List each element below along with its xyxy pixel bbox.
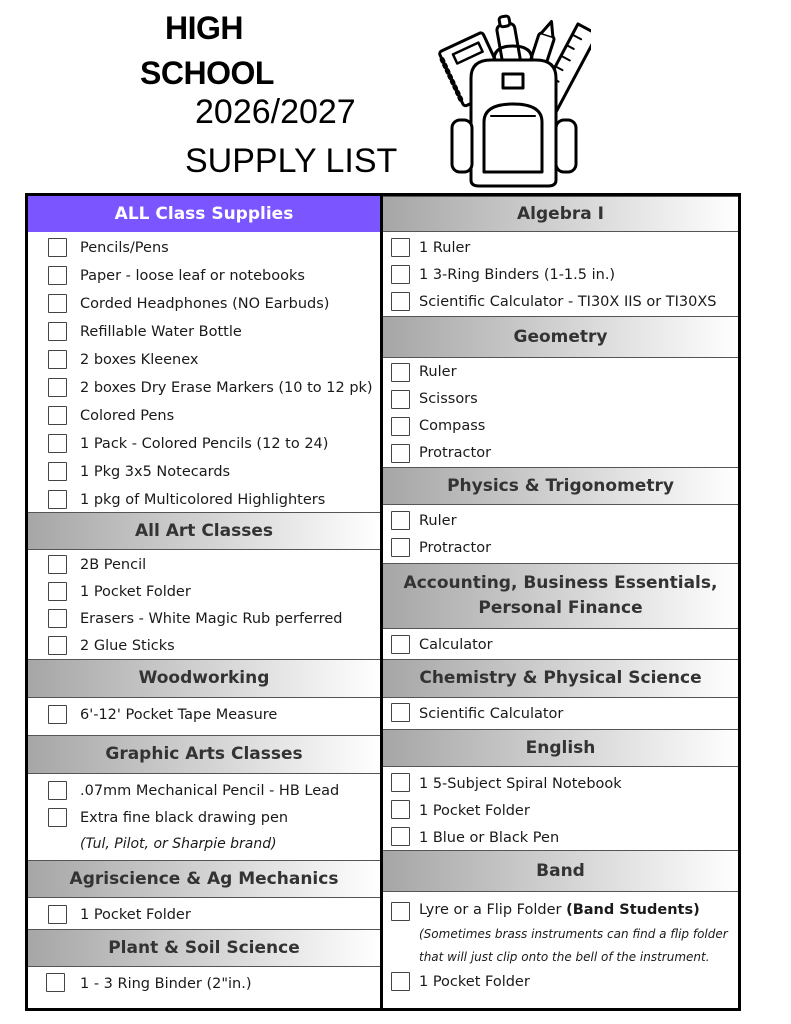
section-header: ALL Class Supplies bbox=[28, 196, 380, 232]
list-item bbox=[383, 288, 738, 315]
section-header: Agriscience & Ag Mechanics bbox=[28, 860, 380, 898]
section-header-line: Personal Finance bbox=[478, 598, 643, 618]
item-label: 1 Pocket Folder bbox=[419, 802, 530, 819]
item-label: 1 5-Subject Spiral Notebook bbox=[419, 775, 622, 792]
item-label: 2 boxes Dry Erase Markers (10 to 12 pk) bbox=[80, 379, 373, 396]
checkbox[interactable] bbox=[391, 417, 410, 436]
checkbox[interactable] bbox=[391, 292, 410, 311]
list-item bbox=[28, 970, 380, 997]
checkbox[interactable] bbox=[391, 390, 410, 409]
list-item bbox=[28, 777, 380, 804]
list-item bbox=[28, 290, 380, 317]
checkbox[interactable] bbox=[391, 800, 410, 819]
item-label: Refillable Water Bottle bbox=[80, 323, 242, 340]
supply-table bbox=[25, 193, 741, 1011]
checkbox[interactable] bbox=[391, 265, 410, 284]
list-item bbox=[383, 700, 738, 727]
section-header: Chemistry & Physical Science bbox=[383, 659, 738, 698]
checkbox[interactable] bbox=[391, 972, 410, 991]
list-item bbox=[28, 458, 380, 485]
checkbox[interactable] bbox=[48, 462, 67, 481]
checkbox[interactable] bbox=[48, 636, 67, 655]
section-header: Physics & Trigonometry bbox=[383, 467, 738, 505]
checkbox[interactable] bbox=[48, 350, 67, 369]
item-label: 1 - 3 Ring Binder (2"in.) bbox=[80, 975, 252, 992]
title-year: 2026/2027 bbox=[195, 93, 356, 131]
list-item bbox=[383, 824, 738, 851]
list-item bbox=[28, 262, 380, 289]
checkbox[interactable] bbox=[48, 905, 67, 924]
item-label: Protractor bbox=[419, 539, 492, 556]
checkbox[interactable] bbox=[48, 609, 67, 628]
list-item bbox=[383, 507, 738, 534]
item-label: 1 3-Ring Binders (1-1.5 in.) bbox=[419, 266, 616, 283]
item-label: 2 boxes Kleenex bbox=[80, 351, 199, 368]
item-label: 1 pkg of Multicolored Highlighters bbox=[80, 491, 326, 508]
item-label: Calculator bbox=[419, 636, 493, 653]
item-label: Compass bbox=[419, 417, 486, 434]
item-label: 1 Pkg 3x5 Notecards bbox=[80, 463, 231, 480]
list-item bbox=[28, 901, 380, 928]
item-label: 1 Ruler bbox=[419, 239, 471, 256]
list-item bbox=[383, 385, 738, 412]
item-label: 1 Blue or Black Pen bbox=[419, 829, 560, 846]
checkbox[interactable] bbox=[48, 322, 67, 341]
section-header-line: Accounting, Business Essentials, bbox=[403, 573, 718, 593]
list-item bbox=[28, 374, 380, 401]
item-label: Pencils/Pens bbox=[80, 239, 169, 256]
checkbox[interactable] bbox=[48, 705, 67, 724]
checkbox[interactable] bbox=[391, 444, 410, 463]
item-label: .07mm Mechanical Pencil - HB Lead bbox=[80, 782, 340, 799]
checkbox[interactable] bbox=[391, 703, 410, 722]
item-label: Colored Pens bbox=[80, 407, 175, 424]
list-item bbox=[383, 261, 738, 288]
list-item bbox=[383, 534, 738, 561]
checkbox[interactable] bbox=[48, 781, 67, 800]
checkbox[interactable] bbox=[391, 635, 410, 654]
item-note-line: that will just clip onto the bell of the instrument. bbox=[419, 950, 710, 964]
list-item bbox=[28, 318, 380, 345]
list-item bbox=[28, 346, 380, 373]
item-note-line: (Sometimes brass instruments can find a flip folder bbox=[419, 927, 728, 941]
section-header: Woodworking bbox=[28, 659, 380, 698]
section-header: Geometry bbox=[383, 316, 738, 358]
checkbox[interactable] bbox=[48, 555, 67, 574]
checkbox[interactable] bbox=[391, 902, 410, 921]
section-header: Plant & Soil Science bbox=[28, 929, 380, 967]
checkbox[interactable] bbox=[48, 238, 67, 257]
list-item bbox=[383, 439, 738, 466]
item-label: 2B Pencil bbox=[80, 556, 147, 573]
section-header bbox=[383, 563, 738, 629]
checkbox[interactable] bbox=[48, 294, 67, 313]
list-item bbox=[383, 234, 738, 261]
title-supply-list: SUPPLY LIST bbox=[185, 142, 398, 180]
item-label: Scissors bbox=[419, 390, 478, 407]
checkbox[interactable] bbox=[391, 238, 410, 257]
item-label bbox=[419, 902, 700, 918]
item-label: 1 Pocket Folder bbox=[419, 973, 530, 990]
checkbox[interactable] bbox=[46, 973, 65, 992]
checkbox[interactable] bbox=[391, 511, 410, 530]
list-item bbox=[28, 486, 380, 513]
item-label: Erasers - White Magic Rub perferred bbox=[80, 610, 343, 627]
section-header: Graphic Arts Classes bbox=[28, 735, 380, 774]
checkbox[interactable] bbox=[48, 378, 67, 397]
item-label: Scientific Calculator - TI30X IIS or TI30XS bbox=[419, 293, 717, 310]
list-item bbox=[28, 234, 380, 261]
checkbox[interactable] bbox=[48, 434, 67, 453]
list-item bbox=[28, 701, 380, 728]
item-label: Extra fine black drawing pen bbox=[80, 809, 289, 826]
item-label: 1 Pocket Folder bbox=[80, 583, 191, 600]
list-item bbox=[383, 631, 738, 658]
list-item bbox=[383, 797, 738, 824]
list-item bbox=[383, 412, 738, 439]
checkbox[interactable] bbox=[48, 406, 67, 425]
item-label: Ruler bbox=[419, 363, 457, 380]
list-item bbox=[28, 632, 380, 659]
item-label: Scientific Calculator bbox=[419, 705, 564, 722]
section-header: English bbox=[383, 729, 738, 767]
checkbox[interactable] bbox=[391, 538, 410, 557]
list-item bbox=[28, 578, 380, 605]
title-line-high: HIGH bbox=[165, 10, 243, 46]
list-item bbox=[28, 605, 380, 632]
title-line-school: SCHOOL bbox=[140, 55, 274, 91]
section-header: Band bbox=[383, 850, 738, 892]
item-label-emphasis: (Band Students) bbox=[566, 901, 700, 918]
checkbox[interactable] bbox=[391, 827, 410, 846]
checkbox[interactable] bbox=[48, 808, 67, 827]
item-label: Protractor bbox=[419, 444, 492, 461]
checkbox[interactable] bbox=[48, 490, 67, 509]
list-item bbox=[383, 896, 738, 923]
list-item bbox=[383, 358, 738, 385]
item-label: 1 Pack - Colored Pencils (12 to 24) bbox=[80, 435, 329, 452]
checkbox[interactable] bbox=[48, 582, 67, 601]
item-label: Ruler bbox=[419, 512, 457, 529]
list-item bbox=[28, 402, 380, 429]
checkbox[interactable] bbox=[391, 363, 410, 382]
checkbox[interactable] bbox=[391, 773, 410, 792]
item-label: 2 Glue Sticks bbox=[80, 637, 175, 654]
section-header: Algebra I bbox=[383, 196, 738, 232]
item-label-text: Lyre or a Flip Folder bbox=[419, 901, 562, 918]
item-note: (Tul, Pilot, or Sharpie brand) bbox=[80, 836, 277, 852]
list-item bbox=[28, 551, 380, 578]
item-label: Paper - loose leaf or notebooks bbox=[80, 267, 305, 284]
item-label: 1 Pocket Folder bbox=[80, 906, 191, 923]
item-label: Corded Headphones (NO Earbuds) bbox=[80, 295, 330, 312]
item-label: 6'-12' Pocket Tape Measure bbox=[80, 706, 278, 723]
list-item bbox=[383, 770, 738, 797]
section-header: All Art Classes bbox=[28, 512, 380, 550]
list-item bbox=[28, 430, 380, 457]
backpack-icon bbox=[436, 12, 591, 190]
list-item bbox=[383, 968, 738, 995]
list-item bbox=[28, 804, 380, 831]
checkbox[interactable] bbox=[48, 266, 67, 285]
